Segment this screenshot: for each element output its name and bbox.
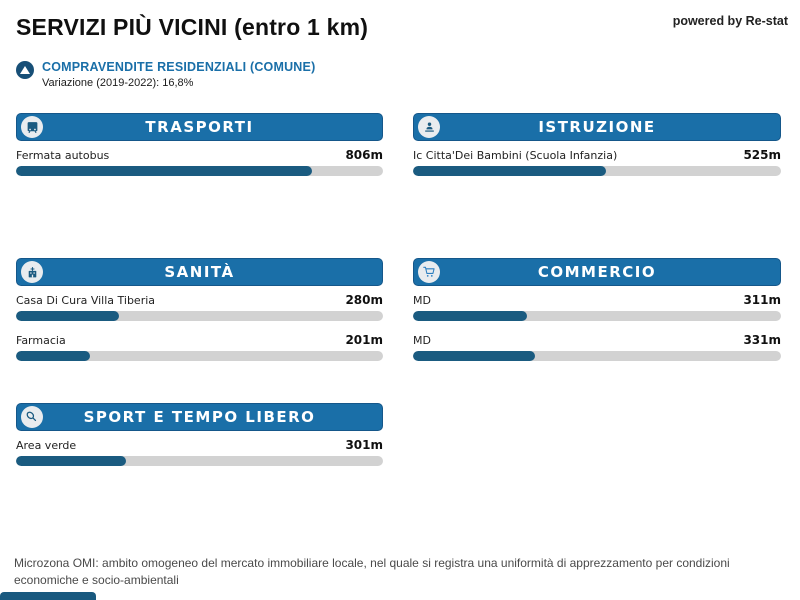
section-sport — [16, 403, 383, 466]
section-title: SANITÀ — [164, 263, 235, 281]
up-triangle-icon — [16, 61, 34, 79]
section-sanita — [16, 258, 383, 361]
service-label: Area verde — [16, 439, 77, 452]
section-title: ISTRUZIONE — [538, 118, 656, 136]
service-label: MD — [413, 294, 431, 307]
section-title: TRASPORTI — [145, 118, 254, 136]
distance-bar-track — [16, 166, 383, 176]
distance-bar-fill — [413, 351, 535, 361]
service-distance: 331m — [743, 333, 781, 347]
service-label: Ic Citta'Dei Bambini (Scuola Infanzia) — [413, 149, 618, 162]
compravendite-summary — [16, 60, 315, 89]
distance-bar-fill — [16, 166, 312, 176]
section-trasporti — [16, 113, 383, 176]
distance-bar-fill — [413, 166, 606, 176]
section-title: SPORT E TEMPO LIBERO — [83, 408, 316, 426]
service-item — [16, 333, 383, 361]
hospital-icon — [21, 261, 43, 283]
distance-bar-fill — [413, 311, 527, 321]
section-header — [413, 258, 781, 286]
distance-bar-track — [413, 351, 781, 361]
distance-bar-track — [413, 166, 781, 176]
bus-icon — [21, 116, 43, 138]
service-item — [413, 148, 781, 176]
powered-by-label: powered by Re-stat — [672, 14, 788, 28]
distance-bar-track — [16, 351, 383, 361]
section-commercio — [413, 258, 781, 361]
service-distance: 201m — [345, 333, 383, 347]
section-header — [16, 113, 383, 141]
service-distance: 525m — [743, 148, 781, 162]
service-distance: 806m — [345, 148, 383, 162]
section-header — [16, 258, 383, 286]
service-item — [413, 293, 781, 321]
service-label: MD — [413, 334, 431, 347]
microzona-note: Microzona OMI: ambito omogeneo del mercato immobiliare locale, nel quale si registra una uniformità di apprezzamento per condizioni economiche e socio-ambientali — [14, 556, 730, 587]
section-header — [413, 113, 781, 141]
sections-grid — [16, 113, 781, 548]
distance-bar-track — [16, 311, 383, 321]
section-istruzione — [413, 113, 781, 176]
service-item — [16, 148, 383, 176]
distance-bar-fill — [16, 351, 90, 361]
service-item — [16, 438, 383, 466]
tennis-racket-icon — [21, 406, 43, 428]
summary-variation: Variazione (2019-2022): 16,8% — [42, 77, 194, 89]
service-distance: 280m — [345, 293, 383, 307]
distance-bar-track — [413, 311, 781, 321]
section-title: COMMERCIO — [537, 263, 657, 281]
service-label: Fermata autobus — [16, 149, 110, 162]
service-item — [16, 293, 383, 321]
service-distance: 311m — [743, 293, 781, 307]
section-header — [16, 403, 383, 431]
service-item — [413, 333, 781, 361]
distance-bar-fill — [16, 311, 119, 321]
service-label: Farmacia — [16, 334, 66, 347]
distance-bar-track — [16, 456, 383, 466]
service-distance: 301m — [345, 438, 383, 452]
summary-title: COMPRAVENDITE RESIDENZIALI (COMUNE) — [42, 60, 316, 74]
distance-bar-fill — [16, 456, 126, 466]
service-label: Casa Di Cura Villa Tiberia — [16, 294, 156, 307]
clipped-next-section-header — [0, 592, 96, 600]
student-icon — [418, 116, 440, 138]
page-title: SERVIZI PIÙ VICINI (entro 1 km) — [16, 14, 369, 40]
shopping-cart-icon — [418, 261, 440, 283]
